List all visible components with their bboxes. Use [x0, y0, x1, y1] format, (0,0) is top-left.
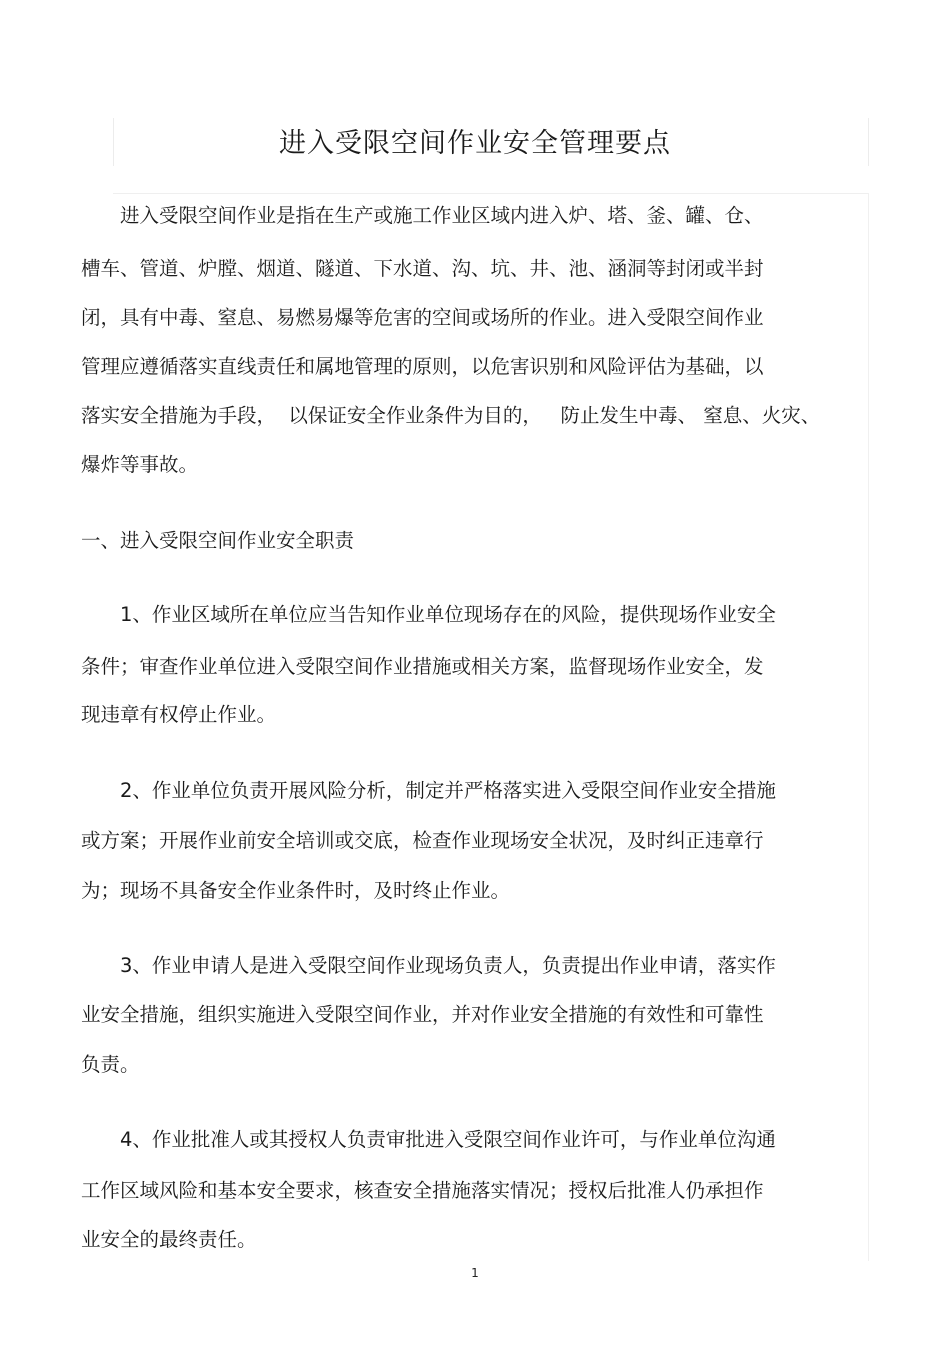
page-number: 1	[471, 1266, 479, 1280]
frame-line	[868, 193, 869, 1261]
body-line: 3、作业申请人是进入受限空间作业现场负责人，负责提出作业申请，落实作	[81, 954, 776, 977]
document-title: 进入受限空间作业安全管理要点	[279, 128, 671, 159]
body-line: 条件；审查作业单位进入受限空间作业措施或相关方案，监督现场作业安全，发	[81, 655, 764, 678]
body-line: 2、作业单位负责开展风险分析，制定并严格落实进入受限空间作业安全措施	[81, 779, 776, 802]
body-line: 落实安全措施为手段， 以保证安全作业条件为目的， 防止发生中毒、 窒息、火灾、	[81, 404, 821, 427]
body-line: 业安全的最终责任。	[81, 1228, 257, 1251]
body-line: 或方案；开展作业前安全培训或交底，检查作业现场安全状况，及时纠正违章行	[81, 829, 764, 852]
body-line: 现违章有权停止作业。	[81, 703, 277, 726]
body-line: 闭，具有中毒、窒息、易燃易爆等危害的空间或场所的作业。进入受限空间作业	[81, 306, 764, 329]
header-rule	[113, 193, 869, 194]
body-line: 槽车、管道、炉膛、烟道、隧道、下水道、沟、坑、井、池、涵洞等封闭或半封	[81, 257, 764, 280]
body-line: 爆炸等事故。	[81, 453, 199, 476]
body-line: 业安全措施，组织实施进入受限空间作业，并对作业安全措施的有效性和可靠性	[81, 1003, 764, 1026]
body-line: 工作区域风险和基本安全要求，核查安全措施落实情况；授权后批准人仍承担作	[81, 1179, 764, 1202]
body-line: 为；现场不具备安全作业条件时，及时终止作业。	[81, 879, 511, 902]
body-line: 进入受限空间作业是指在生产或施工作业区域内进入炉、塔、釜、罐、仓、	[81, 204, 764, 227]
body-line: 负责。	[81, 1053, 140, 1076]
body-line: 4、作业批准人或其授权人负责审批进入受限空间作业许可，与作业单位沟通	[81, 1128, 776, 1151]
body-line: 1、作业区域所在单位应当告知作业单位现场存在的风险，提供现场作业安全	[81, 603, 776, 626]
section-heading: 一、进入受限空间作业安全职责	[81, 529, 355, 552]
body-line: 管理应遵循落实直线责任和属地管理的原则，以危害识别和风险评估为基础，以	[81, 355, 764, 378]
